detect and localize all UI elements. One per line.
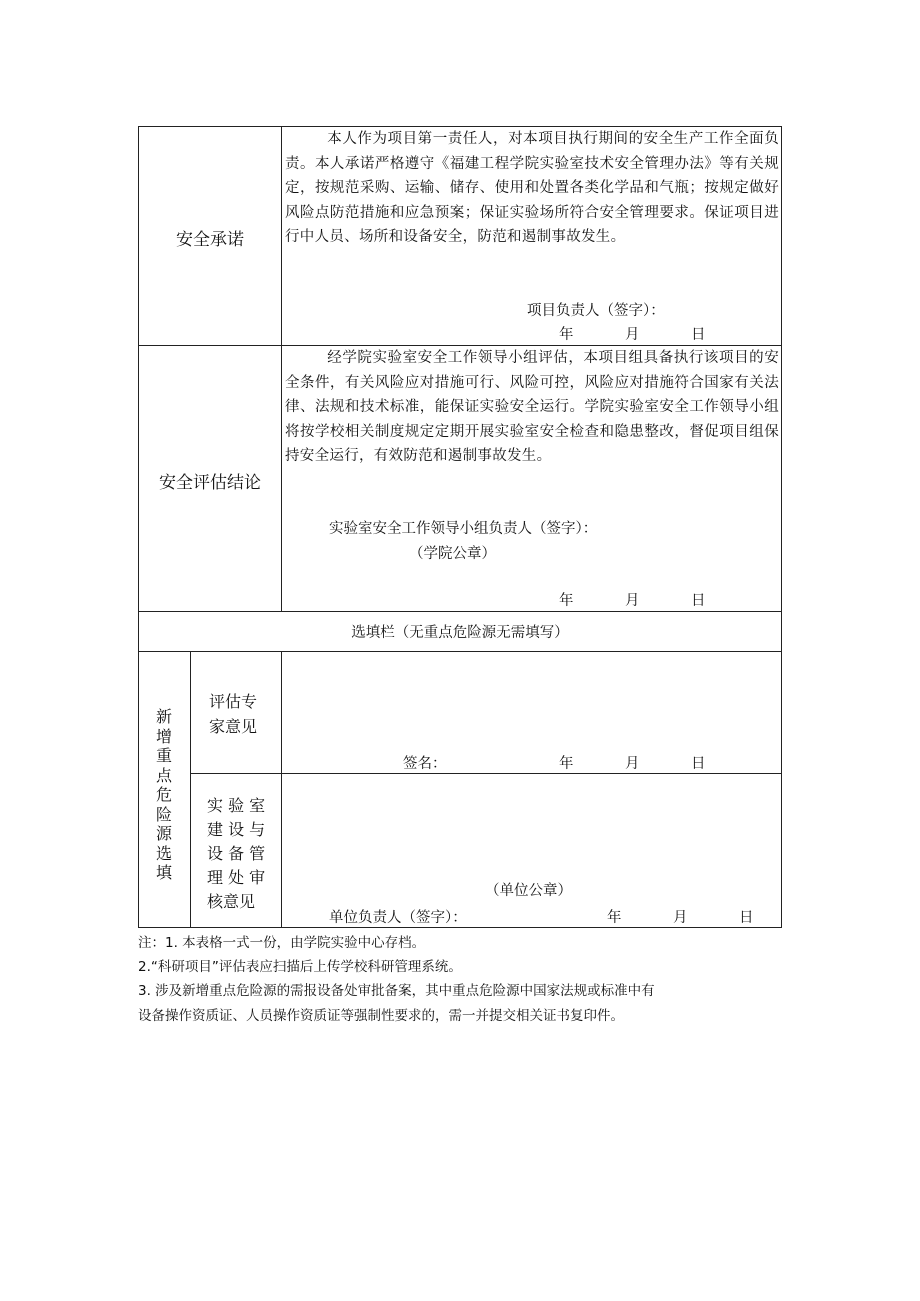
commitment-date-year: 年 (559, 327, 574, 343)
expert-date-year: 年 (559, 756, 574, 772)
note-1: 注：1. 本表格一式一份，由学院实验中心存档。 (138, 935, 426, 951)
safety-evaluation-text: 经学院实验室安全工作领导小组评估，本项目组具备执行该项目的安全条件，有关风险应对措施可行、风险可控，风险应对措施符合国家有关法律、法规和技术标准，能保证实验安全运行。学院实验室安全工作领导小组将按学校相关制度规定定期开展实验室安全检查和隐患整改，督促项目组保持安全运行，有效防范和遏制事故发生。 (285, 350, 779, 464)
evaluation-date-year: 年 (559, 593, 574, 609)
column-divider (281, 127, 282, 611)
lab-office-label-line5: 核意见 (207, 892, 256, 911)
lab-office-label-line2: 建 设 与 (207, 820, 266, 839)
column-divider (190, 651, 191, 927)
note-3-continued: 设备操作资质证、人员操作资质证等强制性要求的，需一并提交相关证书复印件。 (138, 1008, 624, 1024)
lab-office-label-line4: 理 处 审 (207, 868, 266, 887)
commitment-date-month: 月 (625, 327, 640, 343)
expert-date-day: 日 (691, 756, 706, 772)
unit-date-day: 日 (739, 910, 754, 926)
commitment-date-day: 日 (691, 327, 706, 343)
note-3: 3. 涉及新增重点危险源的需报设备处审批备案，其中重点危险源中国家法规或标准中有 (138, 983, 655, 999)
note-2: 2.“科研项目”评估表应扫描后上传学校科研管理系统。 (138, 959, 462, 975)
unit-date-month: 月 (673, 910, 688, 926)
unit-seal: （单位公章） (485, 883, 572, 899)
safety-commitment-label: 安全承诺 (176, 230, 244, 250)
optional-section-header: 选填栏（无重点危险源无需填写） (351, 625, 569, 641)
evaluation-date-day: 日 (691, 593, 706, 609)
row-divider (139, 651, 781, 652)
new-hazard-label: 新 增 重 点 危 险 源 选 填 (155, 707, 172, 882)
lab-safety-leader-signature: 实验室安全工作领导小组负责人（签字）： (329, 521, 598, 537)
safety-assessment-form (138, 126, 782, 928)
expert-opinion-label-line2: 家意见 (209, 717, 258, 736)
safety-commitment-text: 本人作为项目第一责任人，对本项目执行期间的安全生产工作全面负责。本人承诺严格遵守《福建工程学院实验室技术安全管理办法》等有关规定，按规范采购、运输、储存、使用和处置各类化学品和气瓶；按规定做好风险点防范措施和应急预案；保证实验场所符合安全管理要求。保证项目进行中人员、场所和设备安全，防范和遏制事故发生。 (285, 131, 779, 245)
column-divider (281, 651, 282, 927)
row-divider (190, 773, 781, 774)
expert-signature: 签名： (403, 756, 447, 772)
lab-office-label-line3: 设 备 管 (207, 844, 266, 863)
safety-evaluation-label: 安全评估结论 (159, 473, 261, 493)
expert-date-month: 月 (625, 756, 640, 772)
evaluation-date-month: 月 (625, 593, 640, 609)
unit-leader-signature: 单位负责人（签字）： (329, 910, 467, 926)
college-seal: （学院公章） (409, 546, 496, 562)
lab-office-label-line1: 实 验 室 (207, 796, 266, 815)
expert-opinion-label-line1: 评估专 (209, 692, 258, 711)
project-leader-signature: 项目负责人（签字）： (527, 303, 665, 319)
unit-date-year: 年 (607, 910, 622, 926)
row-divider (139, 611, 781, 612)
